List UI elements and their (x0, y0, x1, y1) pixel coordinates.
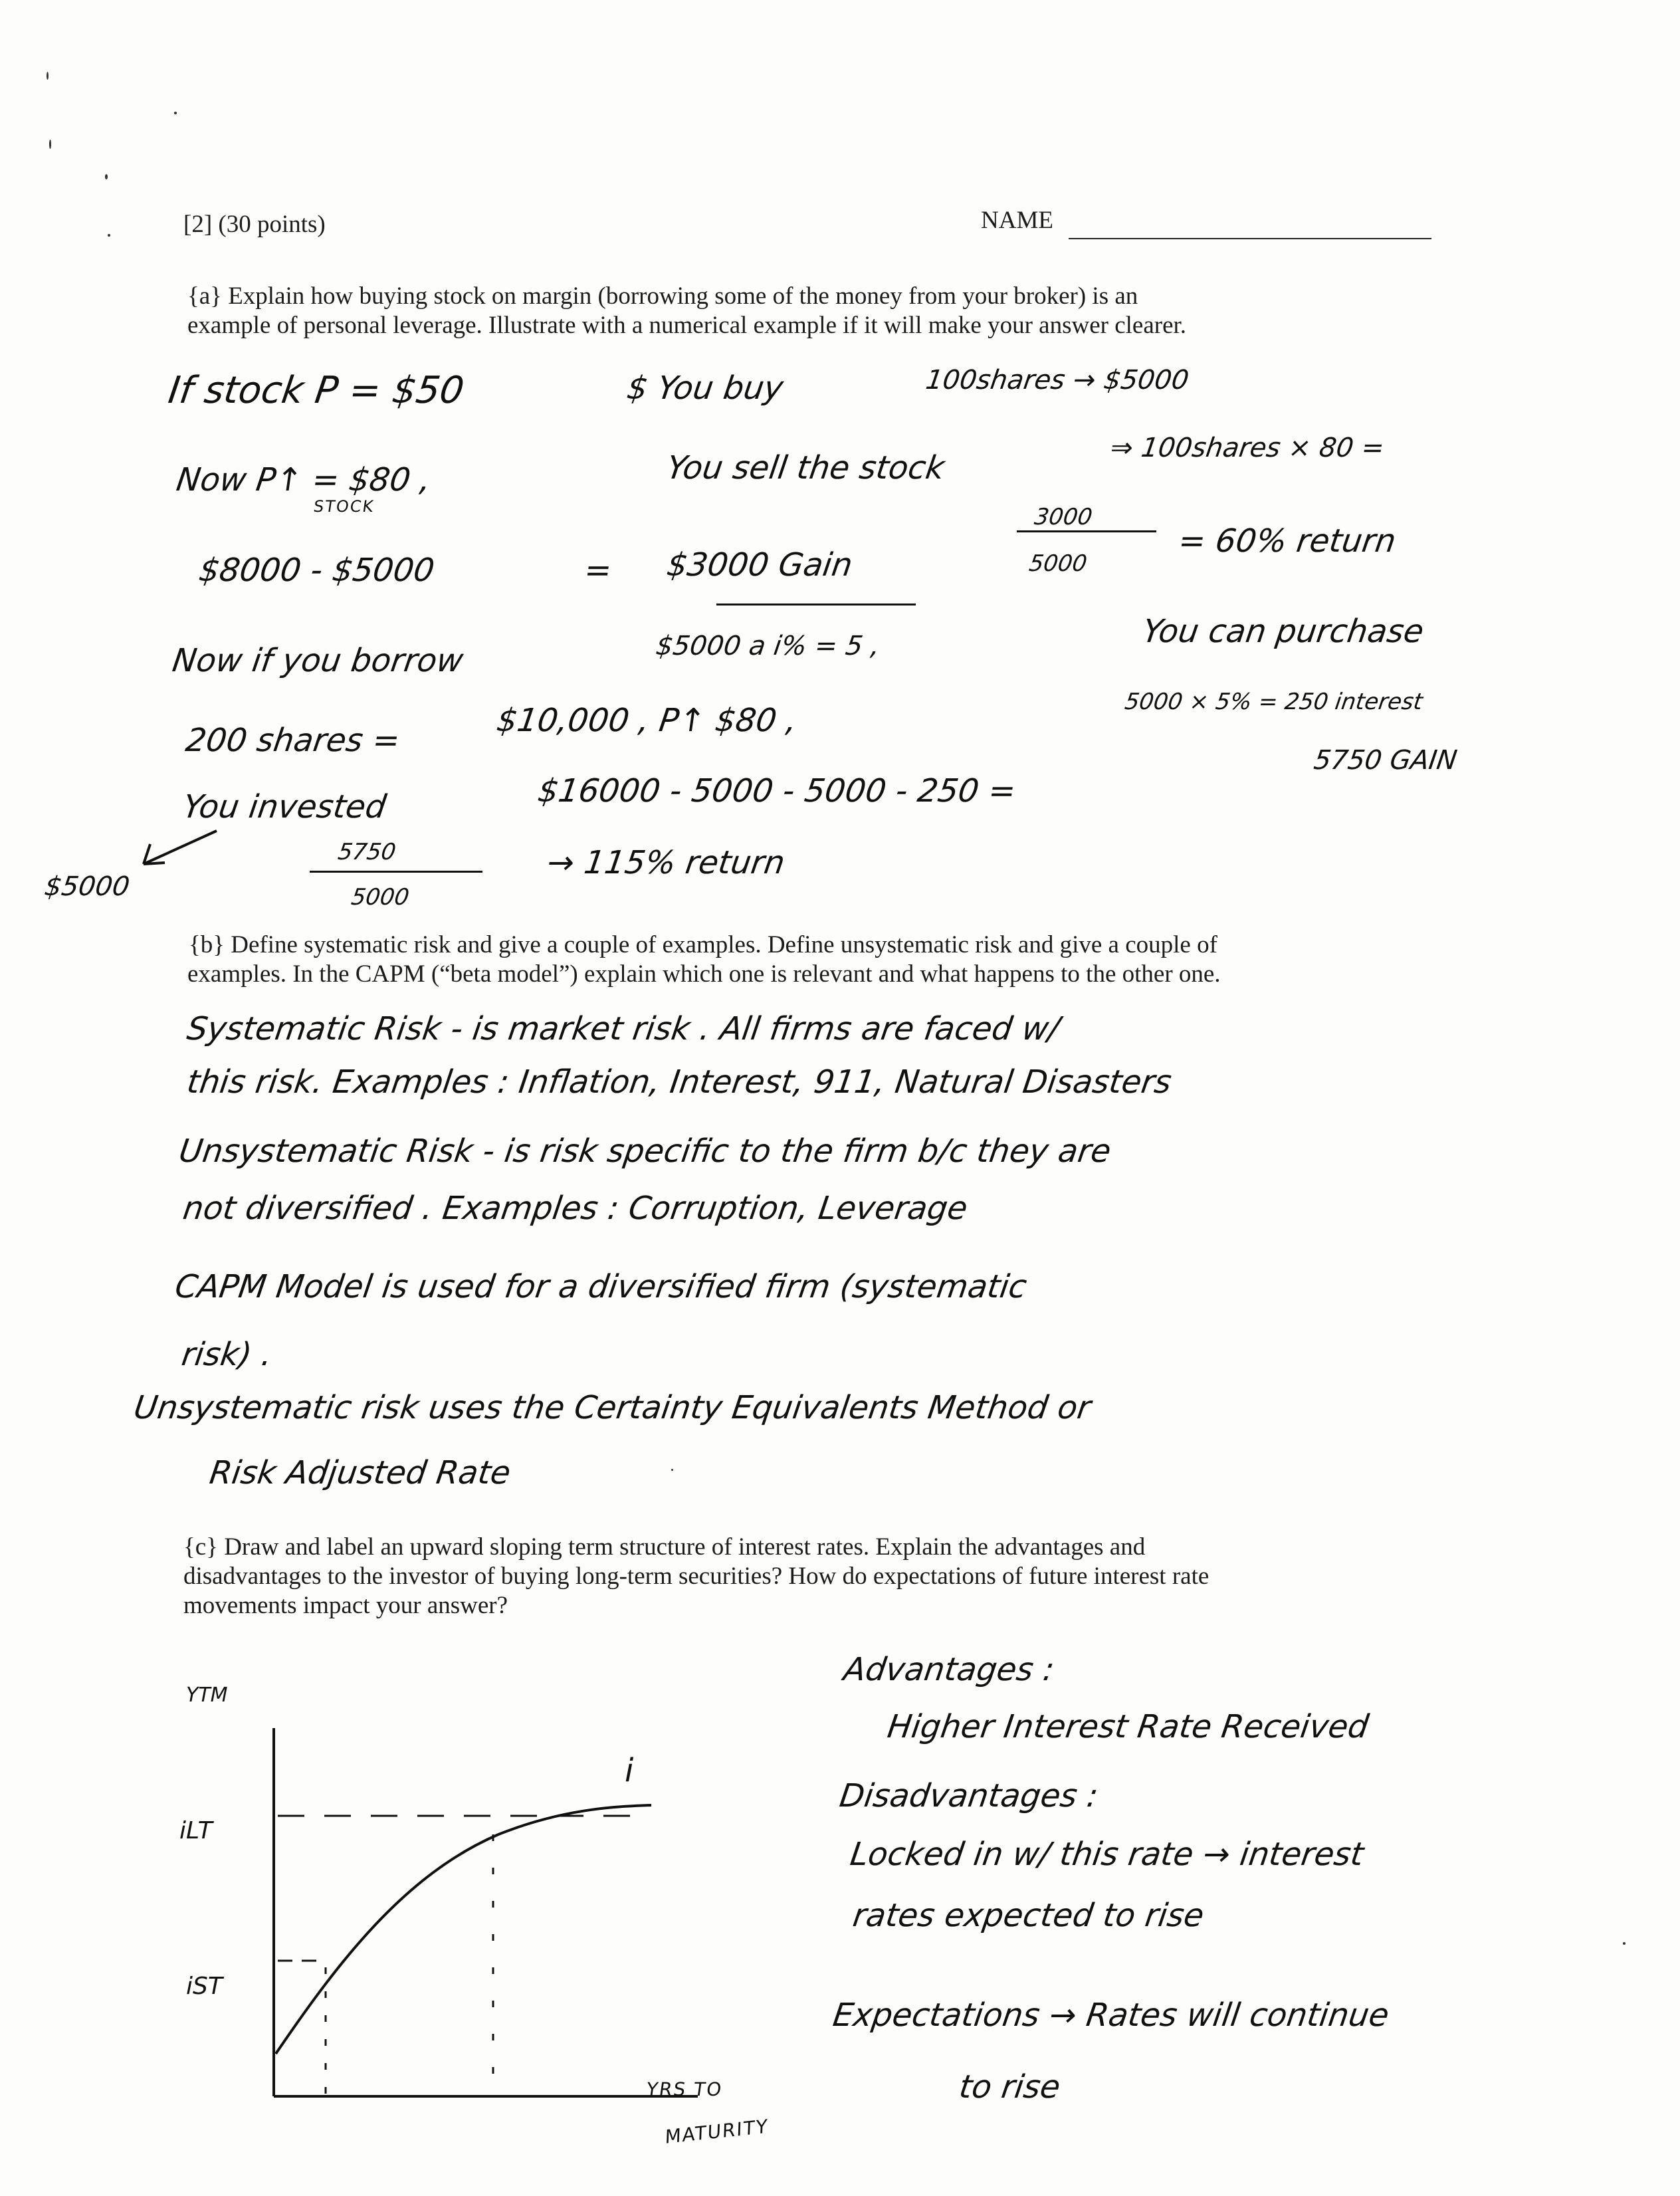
graph-axes (274, 1728, 698, 2096)
answer-a-line1-left: If stock P = $50 (165, 369, 467, 412)
answer-b-line3: Unsystematic Risk - is risk specific to the firm b/c they are (177, 1133, 1114, 1170)
answer-b-line6: risk) . (179, 1336, 274, 1373)
y-axis-label: YTM (186, 1684, 228, 1707)
answer-b-line4: not diversified . Examples : Corruption, Leverage (181, 1190, 970, 1227)
answer-a-line7-frac-num: 5750 (336, 839, 398, 865)
answer-a-line2-right: ⇒ 100shares × 80 = (1108, 433, 1386, 463)
answer-c-disadvantages-line1: Locked in w/ this rate → interest (848, 1836, 1366, 1873)
scan-speck (47, 72, 49, 80)
answer-a-line5-mid: $10,000 , P↑ $80 , (494, 702, 799, 739)
answer-a-line2-subscript: STOCK (312, 497, 376, 516)
part-b-prompt-line2: examples. In the CAPM (“beta model”) explain which one is relevant and what happens to the other one. (187, 960, 1221, 988)
answer-c-expectations-line2: to rise (957, 2068, 1063, 2106)
underline-gain (716, 604, 916, 605)
fraction-bar-1 (1017, 530, 1156, 532)
answer-c-advantages-head: Advantages : (841, 1651, 1057, 1688)
scan-speck (1623, 1942, 1626, 1945)
answer-a-line7-right: → 115% return (545, 844, 788, 881)
question-number: [2] (30 points) (183, 211, 326, 238)
x-axis-label-2: MATURITY (665, 2115, 770, 2148)
part-a-prompt-line2: example of personal leverage. Illustrate with a numerical example if it will make your answer clearer. (187, 312, 1187, 339)
scan-speck (49, 140, 51, 149)
part-c-prompt-line3: movements impact your answer? (183, 1592, 508, 1619)
scan-speck (174, 112, 177, 114)
answer-a-line3-gain: $3000 Gain (665, 546, 855, 584)
answer-a-line3-frac-den: 5000 (1027, 550, 1089, 577)
yield-curve (276, 1805, 651, 2054)
x-axis-label-1: YRS TO (645, 2078, 724, 2100)
part-c-prompt-line1: {c} Draw and label an upward sloping term structure of interest rates. Explain the advantages and (183, 1533, 1146, 1561)
scan-speck (108, 234, 110, 237)
answer-c-expectations-line1: Expectations → Rates will continue (831, 1997, 1392, 2034)
name-label: NAME (981, 207, 1053, 234)
answer-b-line1: Systematic Risk - is market risk . All firms are faced w/ (185, 1010, 1062, 1047)
answer-a-line3-equals: = (582, 552, 615, 589)
answer-b-line7: Unsystematic risk uses the Certainty Equivalents Method or (132, 1389, 1093, 1426)
answer-a-line3-frac-num: 3000 (1033, 504, 1095, 530)
answer-a-line2-left: Now P↑ = $80 , (174, 461, 433, 498)
answer-b-line2: this risk. Examples : Inflation, Interest, 911, Natural Disasters (185, 1063, 1174, 1101)
answer-b-line8: Risk Adjusted Rate (207, 1454, 513, 1491)
fraction-bar-2 (310, 871, 482, 873)
answer-c-disadvantages-head: Disadvantages : (837, 1777, 1101, 1814)
answer-a-line7-frac-den: 5000 (350, 884, 411, 911)
answer-a-line4-mid: $5000 a i% = 5 , (654, 631, 882, 661)
answer-a-line3-right: = 60% return (1176, 522, 1398, 560)
scan-speck (671, 1469, 673, 1471)
answer-a-line6-left: You invested (181, 788, 389, 825)
answer-a-line1-mid: $ You buy (625, 370, 786, 407)
answer-c-disadvantages-line2: rates expected to rise (851, 1897, 1207, 1934)
scan-speck (105, 174, 108, 179)
answer-a-line1-right: 100shares → $5000 (924, 365, 1191, 395)
answer-b-line5: CAPM Model is used for a diversified firm (systematic (173, 1268, 1029, 1305)
answer-a-line4-left: Now if you borrow (170, 642, 466, 679)
part-b-prompt-line1: {b} Define systematic risk and give a couple of examples. Define unsystematic risk and give a couple of (189, 931, 1217, 958)
name-field[interactable] (1069, 238, 1431, 239)
answer-a-line6-mid: $16000 - 5000 - 5000 - 250 = (536, 772, 1019, 810)
curve-label: i (625, 1752, 634, 1789)
answer-a-line5-right: 5000 × 5% = 250 interest (1123, 689, 1425, 715)
answer-a-margin-note: $5000 (43, 871, 132, 902)
answer-a-line3-left: $8000 - $5000 (197, 552, 437, 589)
answer-a-line5-left: 200 shares = (183, 722, 403, 759)
answer-a-line4-right: You can purchase (1140, 613, 1426, 650)
answer-c-advantages-line: Higher Interest Rate Received (885, 1708, 1371, 1745)
part-a-prompt-line1: {a} Explain how buying stock on margin (borrowing some of the money from your broker) is an (187, 282, 1138, 310)
i-lt-label: iLT (179, 1817, 213, 1844)
term-structure-graph (166, 1675, 864, 2127)
answer-a-line2-mid: You sell the stock (665, 449, 947, 487)
part-c-prompt-line2: disadvantages to the investor of buying long-term securities? How do expectations of future interest rate (183, 1563, 1209, 1590)
answer-a-line6-right: 5750 GAIN (1312, 745, 1459, 776)
i-st-label: iST (186, 1973, 223, 2000)
margin-arrow (130, 824, 223, 871)
